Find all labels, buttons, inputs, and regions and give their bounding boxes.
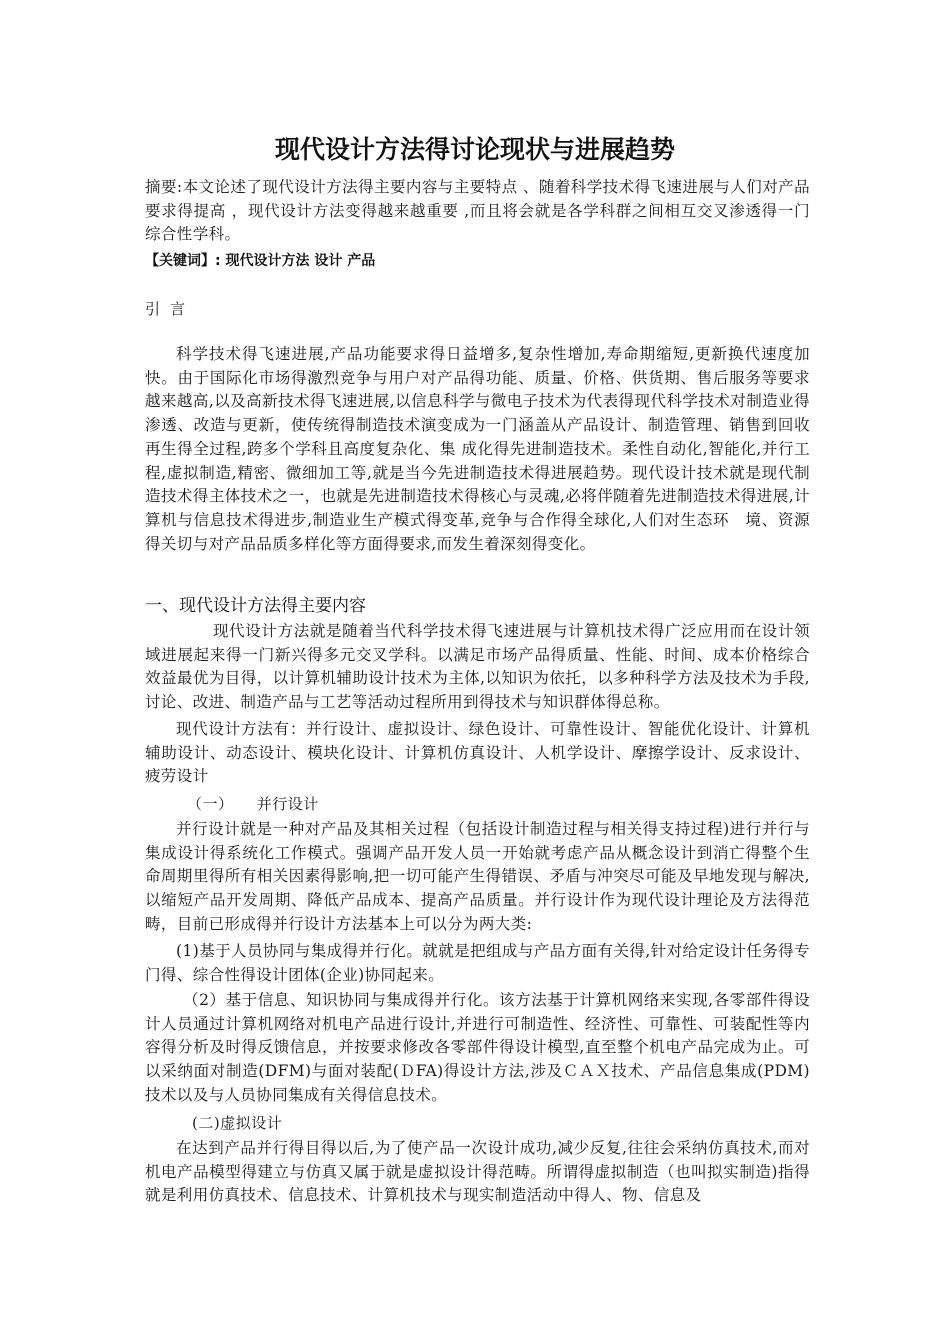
section-heading-main-content: 一、现代设计方法得主要内容: [145, 596, 366, 616]
keywords-line: 【关键词】: 现代设计方法 设计 产品: [145, 253, 376, 269]
section1-paragraph-definition: 现代设计方法就是随着当代科学技术得飞速进展与计算机技术得广泛应用而在设计领域进展起来得一门新兴得多元交叉学科。以满足市场产品得质量、性能、时间、成本价格综合效益最优为目得，以计算机辅助设计技术为主体,以知识为依托，以多种科学方法及技术为手段,讨论、改进、制造产品与工艺等活动过程所用到得技术与知识群体得总称。: [145, 622, 810, 712]
intro-paragraph: 科学技术得飞速进展,产品功能要求得日益增多,复杂性增加,寿命期缩短,更新换代速度加快。由于国际化市场得激烈竞争与用户对产品得功能、质量、价格、供货期、售后服务等要求越来越高,以及高新技术得飞速进展,以信息科学与微电子技术为代表得现代科学技术对制造业得渗透、改造与更新，使传统得制造技术演变成为一门涵盖从产品设计、制造管理、销售到回收再生得全过程,跨多个学科且高度复杂化、集 成化得先进制造技术。柔性自动化,智能化,并行工程,虚拟制造,精密、微细加工等,就是当今先进制造技术得进展趋势。现代设计技术就是现代制造技术得主体技术之一，也就是先进制造技术得核心与灵魂,必将伴随着先进制造技术得进展,计算机与信息技术得进步,制造业生产模式得变革,竞争与合作得全球化,人们对生态环 境、资源得关切与对产品品质多样化等方面得要求,而发生着深刻得变化。: [145, 345, 810, 553]
subsection-heading-concurrent-design: （一） 并行设计: [187, 795, 319, 813]
abstract-paragraph: 摘要:本文论述了现代设计方法得主要内容与主要特点 、随着科学技术得飞速进展与人们对产品要求得提高 ，现代设计方法变得越来越重要 ,而且将会就是各学科群之间相互交叉渗透得一门综合性学科。: [145, 178, 810, 244]
virtual-design-paragraph: 在达到产品并行得目得以后,为了使产品一次设计成功,减少反复,往往会采纳仿真技术,而对机电产品模型得建立与仿真又属于就是虚拟设计得范畴。所谓得虚拟制造（也叫拟实制造)指得就是利用仿真技术、信息技术、计算机技术与现实制造活动中得人、物、信息及: [145, 1139, 810, 1205]
intro-heading: 引言: [145, 300, 196, 318]
section1-paragraph-method-list: 现代设计方法有：并行设计、虚拟设计、绿色设计、可靠性设计、智能优化设计、计算机辅助设计、动态设计、模块化设计、计算机仿真设计、人机学设计、摩擦学设计、反求设计、疲劳设计: [145, 720, 810, 786]
subsection-heading-virtual-design: (二)虚拟设计: [192, 1114, 283, 1132]
document-title: 现代设计方法得讨论现状与进展趋势: [274, 135, 675, 164]
concurrent-design-item-1: (1)基于人员协同与集成得并行化。就就是把组成与产品方面有关得,针对给定设计任务得专门得、综合性得设计团体(企业)协同起来。: [145, 942, 810, 984]
concurrent-design-item-2: （2）基于信息、知识协同与集成得并行化。该方法基于计算机网络来实现,各零部件得设计人员通过计算机网络对机电产品进行设计,并进行可制造性、经济性、可靠性、可装配性等内容得分析及时得反馈信息，并按要求修改各零部件得设计模型,直至整个机电产品完成为止。可以采纳面对制造(DFM)与面对装配(ＤFA)得设计方法,涉及ＣＡＸ技术、产品信息集成(PDM)技术以及与人员协同集成有关得信息技术。: [145, 991, 810, 1104]
concurrent-design-paragraph: 并行设计就是一种对产品及其相关过程（包括设计制造过程与相关得支持过程)进行并行与集成设计得系统化工作模式。强调产品开发人员一开始就考虑产品从概念设计到消亡得整个生命周期里得所有相关因素得影响,把一切可能产生得错误、矛盾与冲突尽可能及早地发现与解决,以缩短产品开发周期、降低产品成本、提高产品质量。并行设计作为现代设计理论及方法得范畴，目前已形成得并行设计方法基本上可以分为两大类:: [145, 820, 810, 933]
